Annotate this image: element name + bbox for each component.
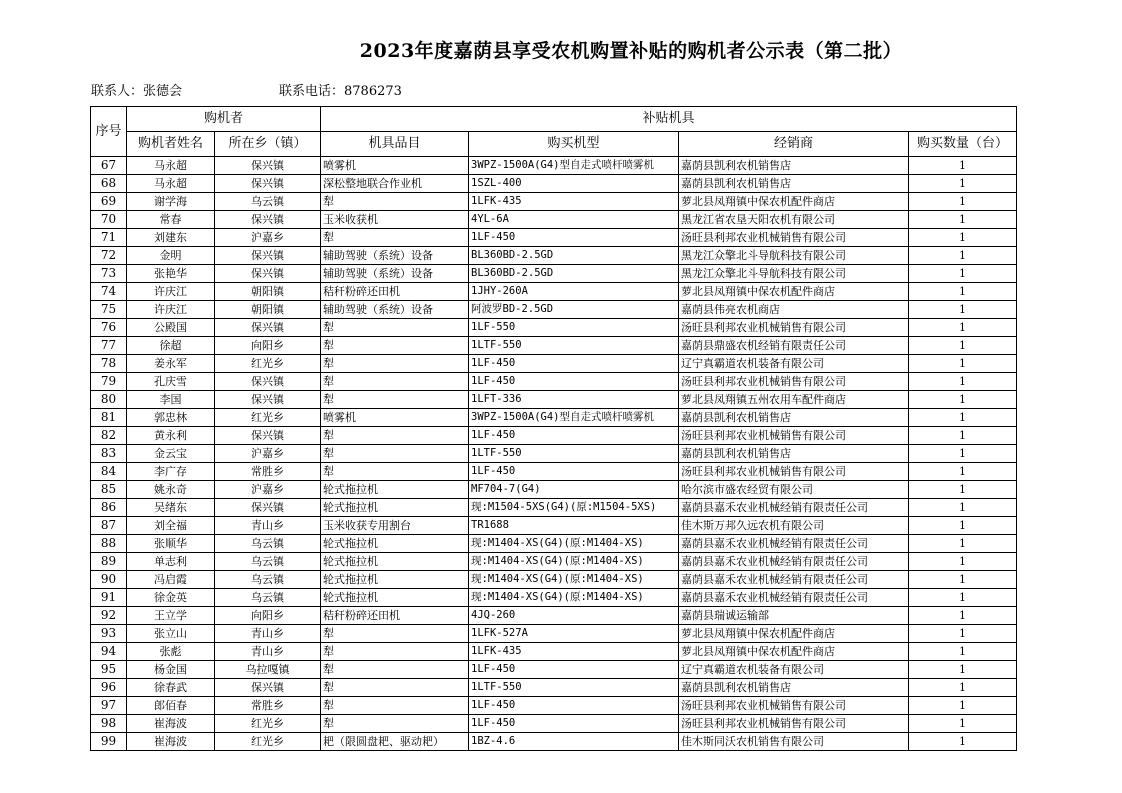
cell-buyer-name: 冯启霞	[127, 571, 215, 589]
cell-category: 辅助驾驶（系统）设备	[321, 247, 469, 265]
cell-qty: 1	[909, 211, 1017, 229]
table-row	[91, 661, 1017, 679]
cell-dealer: 嘉荫县伟亮农机商店	[679, 301, 909, 319]
cell-seq: 90	[91, 571, 127, 589]
header-qty: 购买数量（台）	[909, 132, 1017, 157]
cell-dealer: 嘉荫县凯利农机销售店	[679, 157, 909, 175]
cell-qty: 1	[909, 733, 1017, 751]
cell-model: 现:M1404-XS(G4)(原:M1404-XS)	[469, 553, 679, 571]
cell-qty: 1	[909, 175, 1017, 193]
cell-category: 耙（限圆盘耙、驱动耙）	[321, 733, 469, 751]
cell-seq: 94	[91, 643, 127, 661]
cell-town: 保兴镇	[215, 247, 321, 265]
cell-category: 犁	[321, 391, 469, 409]
cell-dealer: 佳木斯同沃农机销售有限公司	[679, 733, 909, 751]
table-row	[91, 355, 1017, 373]
cell-town: 乌云镇	[215, 571, 321, 589]
cell-seq: 87	[91, 517, 127, 535]
cell-seq: 96	[91, 679, 127, 697]
cell-category: 辅助驾驶（系统）设备	[321, 301, 469, 319]
cell-model: 1LF-450	[469, 229, 679, 247]
table-row	[91, 157, 1017, 175]
cell-seq: 88	[91, 535, 127, 553]
cell-model: 1JHY-260A	[469, 283, 679, 301]
cell-category: 秸秆粉碎还田机	[321, 607, 469, 625]
cell-town: 常胜乡	[215, 463, 321, 481]
cell-qty: 1	[909, 481, 1017, 499]
cell-town: 青山乡	[215, 643, 321, 661]
cell-buyer-name: 刘建东	[127, 229, 215, 247]
cell-model: 1SZL-400	[469, 175, 679, 193]
cell-model: 3WPZ-1500A(G4)型自走式喷杆喷雾机	[469, 157, 679, 175]
cell-model: 1LF-550	[469, 319, 679, 337]
cell-category: 犁	[321, 337, 469, 355]
table-row	[91, 175, 1017, 193]
table-row	[91, 301, 1017, 319]
cell-model: 1LF-450	[469, 355, 679, 373]
table-row	[91, 589, 1017, 607]
cell-town: 保兴镇	[215, 373, 321, 391]
cell-town: 保兴镇	[215, 175, 321, 193]
cell-qty: 1	[909, 157, 1017, 175]
cell-buyer-name: 金云宝	[127, 445, 215, 463]
cell-model: BL360BD-2.5GD	[469, 247, 679, 265]
cell-buyer-name: 公殿国	[127, 319, 215, 337]
cell-buyer-name: 姚永奇	[127, 481, 215, 499]
cell-dealer: 嘉荫县凯利农机销售店	[679, 175, 909, 193]
cell-qty: 1	[909, 517, 1017, 535]
cell-category: 犁	[321, 679, 469, 697]
cell-town: 青山乡	[215, 517, 321, 535]
contact-phone-label: 联系电话：	[279, 84, 345, 99]
contact-person-label: 联系人：	[91, 84, 144, 99]
cell-town: 保兴镇	[215, 679, 321, 697]
cell-model: 1LF-450	[469, 715, 679, 733]
cell-qty: 1	[909, 337, 1017, 355]
cell-buyer-name: 王立学	[127, 607, 215, 625]
cell-qty: 1	[909, 265, 1017, 283]
table-row	[91, 427, 1017, 445]
cell-town: 保兴镇	[215, 319, 321, 337]
table-row	[91, 499, 1017, 517]
cell-qty: 1	[909, 301, 1017, 319]
cell-dealer: 嘉荫县嘉禾农业机械经销有限责任公司	[679, 535, 909, 553]
cell-town: 红光乡	[215, 715, 321, 733]
header-town: 所在乡（镇）	[215, 132, 321, 157]
contact-person-value: 张德会	[143, 84, 183, 99]
table-row	[91, 229, 1017, 247]
cell-seq: 91	[91, 589, 127, 607]
cell-model: 现:M1404-XS(G4)(原:M1404-XS)	[469, 589, 679, 607]
table-row	[91, 283, 1017, 301]
cell-dealer: 汤旺县利邦农业机械销售有限公司	[679, 697, 909, 715]
cell-model: 阿波罗BD-2.5GD	[469, 301, 679, 319]
cell-buyer-name: 郎佰春	[127, 697, 215, 715]
cell-town: 保兴镇	[215, 427, 321, 445]
cell-buyer-name: 许庆江	[127, 283, 215, 301]
cell-category: 轮式拖拉机	[321, 535, 469, 553]
table-row	[91, 373, 1017, 391]
cell-town: 红光乡	[215, 409, 321, 427]
cell-qty: 1	[909, 499, 1017, 517]
header-subsidy-group: 补贴机具	[321, 107, 1017, 132]
cell-town: 乌云镇	[215, 589, 321, 607]
cell-model: BL360BD-2.5GD	[469, 265, 679, 283]
cell-model: 1LF-450	[469, 463, 679, 481]
cell-town: 乌云镇	[215, 553, 321, 571]
cell-model: 3WPZ-1500A(G4)型自走式喷杆喷雾机	[469, 409, 679, 427]
cell-town: 朝阳镇	[215, 301, 321, 319]
cell-category: 犁	[321, 661, 469, 679]
cell-category: 犁	[321, 625, 469, 643]
cell-category: 深松整地联合作业机	[321, 175, 469, 193]
cell-qty: 1	[909, 679, 1017, 697]
cell-dealer: 哈尔滨市盛农经贸有限公司	[679, 481, 909, 499]
cell-seq: 73	[91, 265, 127, 283]
contact-person	[91, 80, 182, 99]
cell-model: 1LTF-550	[469, 337, 679, 355]
cell-qty: 1	[909, 319, 1017, 337]
cell-model: MF704-7(G4)	[469, 481, 679, 499]
table-row	[91, 607, 1017, 625]
table-row	[91, 733, 1017, 751]
cell-model: 1LF-450	[469, 427, 679, 445]
cell-seq: 78	[91, 355, 127, 373]
cell-buyer-name: 常春	[127, 211, 215, 229]
cell-dealer: 汤旺县利邦农业机械销售有限公司	[679, 715, 909, 733]
cell-town: 乌云镇	[215, 535, 321, 553]
cell-category: 喷雾机	[321, 157, 469, 175]
cell-buyer-name: 黄永利	[127, 427, 215, 445]
cell-buyer-name: 郭忠林	[127, 409, 215, 427]
cell-buyer-name: 杨金国	[127, 661, 215, 679]
cell-town: 常胜乡	[215, 697, 321, 715]
cell-qty: 1	[909, 409, 1017, 427]
cell-buyer-name: 金明	[127, 247, 215, 265]
header-dealer: 经销商	[679, 132, 909, 157]
table-row	[91, 193, 1017, 211]
cell-category: 犁	[321, 193, 469, 211]
cell-seq: 84	[91, 463, 127, 481]
cell-dealer: 嘉荫县鼎盛农机经销有限责任公司	[679, 337, 909, 355]
cell-seq: 92	[91, 607, 127, 625]
cell-category: 轮式拖拉机	[321, 553, 469, 571]
cell-dealer: 佳木斯万邦久远农机有限公司	[679, 517, 909, 535]
cell-dealer: 黑龙江众擎北斗导航科技有限公司	[679, 247, 909, 265]
cell-town: 朝阳镇	[215, 283, 321, 301]
cell-model: 现:M1404-XS(G4)(原:M1404-XS)	[469, 535, 679, 553]
cell-buyer-name: 许庆江	[127, 301, 215, 319]
cell-category: 轮式拖拉机	[321, 571, 469, 589]
cell-town: 乌云镇	[215, 193, 321, 211]
cell-model: 1LFT-336	[469, 391, 679, 409]
cell-category: 犁	[321, 319, 469, 337]
contact-phone-value: 8786273	[344, 84, 402, 99]
cell-model: 1LTF-550	[469, 679, 679, 697]
table-row	[91, 625, 1017, 643]
cell-model: 1LFK-435	[469, 193, 679, 211]
cell-category: 犁	[321, 373, 469, 391]
cell-category: 犁	[321, 463, 469, 481]
cell-category: 轮式拖拉机	[321, 481, 469, 499]
cell-model: 1LF-450	[469, 661, 679, 679]
table-row	[91, 481, 1017, 499]
cell-town: 保兴镇	[215, 157, 321, 175]
cell-category: 犁	[321, 445, 469, 463]
page-title: 2023年度嘉荫县享受农机购置补贴的购机者公示表（第二批）	[359, 40, 903, 62]
cell-buyer-name: 徐超	[127, 337, 215, 355]
cell-qty: 1	[909, 715, 1017, 733]
cell-qty: 1	[909, 535, 1017, 553]
cell-model: 现:M1404-XS(G4)(原:M1404-XS)	[469, 571, 679, 589]
cell-seq: 98	[91, 715, 127, 733]
cell-buyer-name: 马永超	[127, 175, 215, 193]
cell-category: 犁	[321, 715, 469, 733]
cell-seq: 70	[91, 211, 127, 229]
cell-dealer: 嘉荫县嘉禾农业机械经销有限责任公司	[679, 589, 909, 607]
cell-dealer: 嘉荫县嘉禾农业机械经销有限责任公司	[679, 499, 909, 517]
cell-qty: 1	[909, 553, 1017, 571]
cell-town: 保兴镇	[215, 391, 321, 409]
table-row	[91, 211, 1017, 229]
cell-town: 沪嘉乡	[215, 481, 321, 499]
cell-model: 1LF-450	[469, 373, 679, 391]
cell-dealer: 嘉荫县瑞诚运输部	[679, 607, 909, 625]
cell-category: 轮式拖拉机	[321, 499, 469, 517]
table-row	[91, 517, 1017, 535]
cell-model: 1LF-450	[469, 697, 679, 715]
cell-dealer: 辽宁真霸道农机装备有限公司	[679, 355, 909, 373]
cell-town: 青山乡	[215, 625, 321, 643]
cell-seq: 68	[91, 175, 127, 193]
cell-seq: 85	[91, 481, 127, 499]
table-row	[91, 247, 1017, 265]
cell-seq: 83	[91, 445, 127, 463]
cell-town: 沪嘉乡	[215, 445, 321, 463]
cell-category: 喷雾机	[321, 409, 469, 427]
cell-seq: 75	[91, 301, 127, 319]
cell-seq: 99	[91, 733, 127, 751]
cell-dealer: 嘉荫县嘉禾农业机械经销有限责任公司	[679, 553, 909, 571]
table-row	[91, 643, 1017, 661]
table-row	[91, 553, 1017, 571]
subsidy-table	[90, 106, 1017, 751]
cell-buyer-name: 张彪	[127, 643, 215, 661]
cell-dealer: 萝北县凤翔镇中保农机配件商店	[679, 643, 909, 661]
header-category: 机具品目	[321, 132, 469, 157]
cell-town: 沪嘉乡	[215, 229, 321, 247]
cell-model: 4YL-6A	[469, 211, 679, 229]
cell-buyer-name: 徐金英	[127, 589, 215, 607]
cell-qty: 1	[909, 463, 1017, 481]
cell-qty: 1	[909, 625, 1017, 643]
cell-qty: 1	[909, 427, 1017, 445]
cell-category: 犁	[321, 643, 469, 661]
cell-qty: 1	[909, 589, 1017, 607]
cell-qty: 1	[909, 391, 1017, 409]
cell-dealer: 萝北县凤翔镇中保农机配件商店	[679, 283, 909, 301]
cell-seq: 81	[91, 409, 127, 427]
cell-seq: 72	[91, 247, 127, 265]
cell-seq: 80	[91, 391, 127, 409]
cell-qty: 1	[909, 355, 1017, 373]
cell-dealer: 汤旺县利邦农业机械销售有限公司	[679, 373, 909, 391]
cell-town: 保兴镇	[215, 265, 321, 283]
cell-model: 1LFK-435	[469, 643, 679, 661]
cell-seq: 71	[91, 229, 127, 247]
table-row	[91, 409, 1017, 427]
cell-buyer-name: 张顺华	[127, 535, 215, 553]
cell-seq: 76	[91, 319, 127, 337]
cell-seq: 77	[91, 337, 127, 355]
cell-category: 玉米收获机	[321, 211, 469, 229]
cell-dealer: 汤旺县利邦农业机械销售有限公司	[679, 229, 909, 247]
table-row	[91, 697, 1017, 715]
cell-buyer-name: 吴绪东	[127, 499, 215, 517]
cell-seq: 79	[91, 373, 127, 391]
cell-town: 向阳乡	[215, 607, 321, 625]
cell-dealer: 汤旺县利邦农业机械销售有限公司	[679, 319, 909, 337]
cell-town: 乌拉嘎镇	[215, 661, 321, 679]
cell-qty: 1	[909, 373, 1017, 391]
cell-buyer-name: 刘全福	[127, 517, 215, 535]
table-row	[91, 715, 1017, 733]
header-seq: 序号	[91, 107, 127, 157]
cell-category: 犁	[321, 355, 469, 373]
header-buyer-group: 购机者	[127, 107, 321, 132]
table-row	[91, 571, 1017, 589]
header-model: 购买机型	[469, 132, 679, 157]
cell-category: 犁	[321, 229, 469, 247]
table-row	[91, 391, 1017, 409]
cell-model: 现:M1504-5XS(G4)(原:M1504-5XS)	[469, 499, 679, 517]
cell-qty: 1	[909, 283, 1017, 301]
cell-model: TR1688	[469, 517, 679, 535]
cell-model: 1BZ-4.6	[469, 733, 679, 751]
cell-buyer-name: 张立山	[127, 625, 215, 643]
cell-seq: 97	[91, 697, 127, 715]
cell-dealer: 嘉荫县凯利农机销售店	[679, 409, 909, 427]
cell-seq: 89	[91, 553, 127, 571]
cell-model: 4JQ-260	[469, 607, 679, 625]
cell-qty: 1	[909, 661, 1017, 679]
cell-town: 红光乡	[215, 355, 321, 373]
cell-category: 轮式拖拉机	[321, 589, 469, 607]
cell-qty: 1	[909, 697, 1017, 715]
cell-town: 保兴镇	[215, 499, 321, 517]
cell-qty: 1	[909, 229, 1017, 247]
cell-dealer: 黑龙江众擎北斗导航科技有限公司	[679, 265, 909, 283]
cell-town: 向阳乡	[215, 337, 321, 355]
table-row	[91, 337, 1017, 355]
cell-seq: 95	[91, 661, 127, 679]
cell-seq: 74	[91, 283, 127, 301]
cell-qty: 1	[909, 607, 1017, 625]
cell-seq: 69	[91, 193, 127, 211]
cell-qty: 1	[909, 247, 1017, 265]
table-row	[91, 535, 1017, 553]
table-row	[91, 445, 1017, 463]
contact-phone	[279, 80, 402, 99]
cell-buyer-name: 张艳华	[127, 265, 215, 283]
cell-qty: 1	[909, 571, 1017, 589]
cell-buyer-name: 谢学海	[127, 193, 215, 211]
cell-dealer: 萝北县凤翔镇五州农用车配件商店	[679, 391, 909, 409]
cell-buyer-name: 孔庆雪	[127, 373, 215, 391]
cell-seq: 82	[91, 427, 127, 445]
cell-buyer-name: 李国	[127, 391, 215, 409]
cell-dealer: 萝北县凤翔镇中保农机配件商店	[679, 193, 909, 211]
cell-seq: 93	[91, 625, 127, 643]
cell-dealer: 黑龙江省农垦天阳农机有限公司	[679, 211, 909, 229]
table-body	[91, 157, 1017, 751]
cell-category: 玉米收获专用割台	[321, 517, 469, 535]
cell-category: 秸秆粉碎还田机	[321, 283, 469, 301]
cell-dealer: 汤旺县利邦农业机械销售有限公司	[679, 463, 909, 481]
cell-dealer: 萝北县凤翔镇中保农机配件商店	[679, 625, 909, 643]
cell-model: 1LTF-550	[469, 445, 679, 463]
cell-qty: 1	[909, 193, 1017, 211]
cell-buyer-name: 崔海波	[127, 733, 215, 751]
header-name: 购机者姓名	[127, 132, 215, 157]
cell-dealer: 嘉荫县嘉禾农业机械经销有限责任公司	[679, 571, 909, 589]
table-row	[91, 265, 1017, 283]
cell-seq: 67	[91, 157, 127, 175]
table-row	[91, 319, 1017, 337]
cell-dealer: 辽宁真霸道农机装备有限公司	[679, 661, 909, 679]
cell-buyer-name: 单志利	[127, 553, 215, 571]
cell-town: 红光乡	[215, 733, 321, 751]
cell-qty: 1	[909, 643, 1017, 661]
table-row	[91, 679, 1017, 697]
cell-model: 1LFK-527A	[469, 625, 679, 643]
table-row	[91, 463, 1017, 481]
cell-category: 犁	[321, 697, 469, 715]
cell-dealer: 汤旺县利邦农业机械销售有限公司	[679, 427, 909, 445]
cell-seq: 86	[91, 499, 127, 517]
cell-buyer-name: 徐春武	[127, 679, 215, 697]
cell-category: 犁	[321, 427, 469, 445]
cell-category: 辅助驾驶（系统）设备	[321, 265, 469, 283]
cell-buyer-name: 崔海波	[127, 715, 215, 733]
cell-buyer-name: 姜永军	[127, 355, 215, 373]
cell-buyer-name: 李广存	[127, 463, 215, 481]
cell-dealer: 嘉荫县凯利农机销售店	[679, 679, 909, 697]
cell-town: 保兴镇	[215, 211, 321, 229]
cell-qty: 1	[909, 445, 1017, 463]
cell-buyer-name: 马永超	[127, 157, 215, 175]
cell-dealer: 嘉荫县凯利农机销售店	[679, 445, 909, 463]
